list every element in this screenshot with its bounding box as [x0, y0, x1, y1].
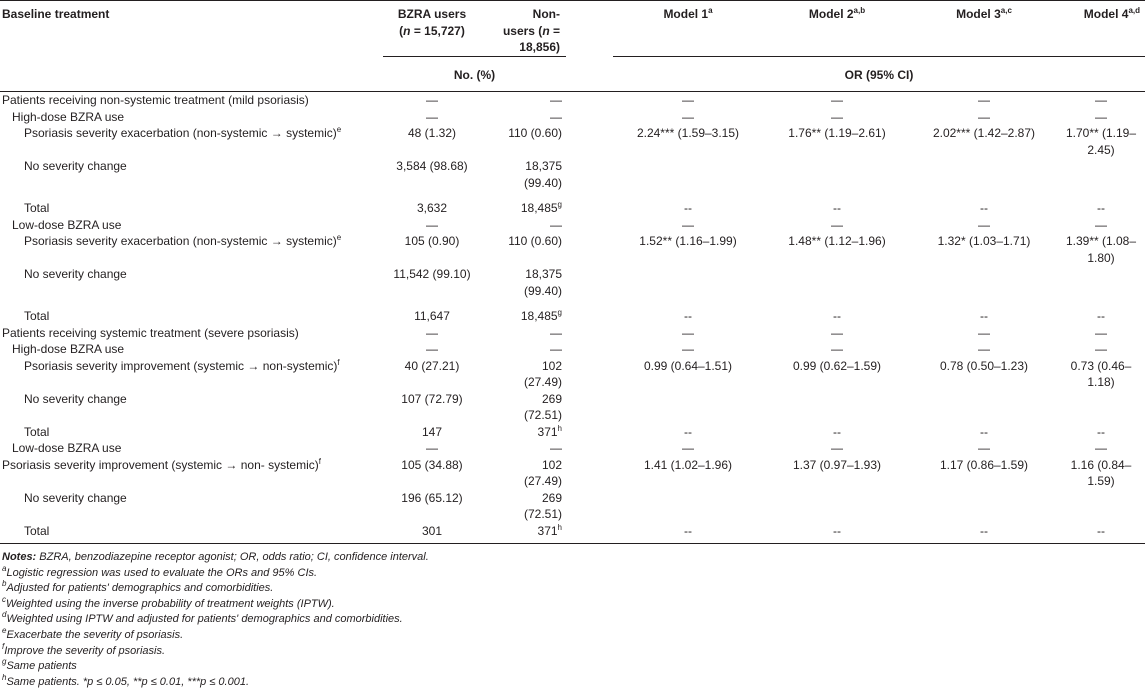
header-model-1-label: Model 1: [663, 7, 709, 21]
row-label-text: Total: [24, 424, 50, 439]
model-2-cell: —: [831, 342, 843, 356]
spacer-cell: [566, 217, 613, 234]
model-3-cell: --: [980, 201, 988, 215]
non-users-cell: [481, 424, 566, 441]
model-4-cell: —: [1095, 217, 1107, 232]
row-label: [0, 325, 383, 342]
spacer-cell: [566, 92, 613, 109]
model-1-cell: —: [682, 441, 694, 455]
row-label: [0, 424, 383, 441]
model-2-cell: --: [833, 424, 841, 439]
model-3-cell: 2.02*** (1.42–2.87): [932, 126, 1036, 140]
subheader-or-ci: OR (95% CI): [613, 56, 1145, 92]
model-2-cell: —: [831, 109, 843, 124]
row-label-text: No severity change: [24, 391, 127, 406]
header-model-2-label: Model 2: [808, 7, 854, 21]
non-users-value: 110 (0.60): [508, 126, 562, 140]
model-4-cell: [1057, 158, 1145, 191]
footnote-mark: a: [2, 563, 7, 573]
header-model-4-label: Model 4: [1083, 7, 1129, 21]
footnote-mark: f: [2, 641, 5, 651]
bzra-users-cell: 3,584 (98.68): [396, 159, 468, 173]
table-row: [0, 125, 1145, 158]
non-users-cell: [481, 341, 566, 358]
table-body: [0, 92, 1145, 544]
model-2-cell: --: [833, 309, 841, 323]
non-users-value: 371: [537, 424, 558, 439]
bzra-users-cell: 107 (72.79): [401, 391, 463, 406]
non-users-cell: [481, 125, 566, 158]
table-row: [0, 391, 1145, 424]
model-1-cell: —: [682, 342, 694, 356]
model-3-cell: [911, 391, 1057, 424]
bzra-users-cell: —: [426, 93, 438, 107]
model-3-cell: [911, 266, 1057, 299]
row-label-sup: e: [336, 125, 342, 134]
model-4-cell: 0.73 (0.46–1.18): [1070, 358, 1132, 389]
non-users-sup: h: [557, 522, 562, 532]
spacer-cell: [566, 233, 613, 266]
row-label: [0, 523, 383, 544]
footnote: [2, 659, 1145, 675]
row-label: [0, 266, 383, 299]
footnote-text: Exacerbate the severity of psoriasis.: [6, 628, 184, 641]
spacer-cell: [566, 391, 613, 424]
non-users-percent: (72.51): [523, 507, 562, 521]
model-2-cell: 0.99 (0.62–1.59): [792, 358, 882, 373]
header-model-3-label: Model 3: [956, 7, 1001, 21]
footnote-list: [2, 563, 1145, 690]
row-label: [0, 233, 383, 266]
header-model-3-sup: a,c: [1000, 6, 1012, 15]
table-row: [0, 109, 1145, 126]
model-3-cell: —: [978, 217, 990, 232]
model-2-cell: 1.48** (1.12–1.96): [788, 234, 886, 248]
row-label: [0, 358, 383, 391]
row-label-text: No severity change: [24, 490, 127, 505]
spacer-cell: [566, 125, 613, 158]
row-label: [0, 158, 383, 191]
non-users-value: 18,375: [525, 267, 562, 281]
footnote-text: Adjusted for patients' demographics and comorbidities.: [6, 582, 274, 595]
non-users-cell: [481, 457, 566, 490]
non-users-value: —: [550, 441, 562, 455]
header-model-2-sup: a,b: [853, 6, 866, 15]
spacer-cell: [566, 457, 613, 490]
footnote-mark: d: [2, 610, 7, 620]
model-1-cell: --: [613, 523, 763, 544]
model-1-cell: 1.52** (1.16–1.99): [639, 234, 737, 248]
header-bzra-users: BZRA users (n = 15,727): [383, 1, 481, 57]
table-row: [0, 217, 1145, 234]
row-label-text: Total: [24, 309, 50, 323]
bzra-users-cell: 105 (34.88): [401, 457, 463, 472]
table-row: [0, 523, 1145, 544]
header-model-1-sup: a: [708, 6, 713, 15]
non-users-sup: g: [557, 200, 562, 209]
spacer-cell: [566, 191, 613, 217]
non-users-value: 371: [537, 523, 558, 538]
bzra-users-cell: —: [426, 325, 438, 340]
model-3-cell: --: [980, 309, 988, 323]
bzra-users-cell: 11,647: [414, 309, 450, 323]
model-3-cell: —: [978, 441, 990, 455]
header-non-users-eq: =: [549, 23, 560, 38]
model-2-cell: [763, 490, 911, 523]
bzra-users-cell: —: [426, 441, 438, 455]
row-label: [0, 341, 383, 358]
table-row: [0, 358, 1145, 391]
bzra-users-cell: —: [426, 342, 438, 356]
non-users-cell: [481, 523, 566, 544]
model-4-cell: —: [1095, 93, 1107, 107]
spacer-cell: [566, 109, 613, 126]
non-users-cell: [481, 266, 566, 299]
row-label: [0, 299, 383, 325]
table-notes: [0, 550, 1145, 690]
header-row: [0, 1, 1145, 57]
model-4-cell: [1057, 391, 1145, 424]
model-2-cell: 1.76** (1.19–2.61): [788, 126, 886, 140]
spacer-cell: [566, 325, 613, 342]
model-3-cell: [911, 158, 1057, 191]
model-4-cell: 1.39** (1.08–1.80): [1065, 234, 1137, 265]
model-3-cell: 1.17 (0.86–1.59): [939, 457, 1029, 472]
non-users-value: 102: [541, 358, 562, 373]
row-label: [0, 440, 383, 457]
non-users-cell: [481, 217, 566, 234]
model-2-cell: --: [763, 523, 911, 544]
table-row: [0, 299, 1145, 325]
row-label-text: Patients receiving non-systemic treatment (mild psoriasis): [2, 93, 309, 107]
non-users-cell: [481, 299, 566, 325]
table-row: [0, 457, 1145, 490]
non-users-value: 269: [541, 391, 562, 406]
non-users-value: —: [550, 93, 562, 107]
row-label-text: Total: [24, 201, 50, 215]
non-users-cell: [481, 490, 566, 523]
non-users-cell: [481, 233, 566, 266]
header-bzra-users-count: = 15,727): [413, 23, 465, 38]
model-1-cell: 1.41 (1.02–1.96): [643, 457, 733, 472]
non-users-percent: (99.40): [523, 283, 562, 298]
model-4-cell: --: [1057, 523, 1145, 544]
model-1-cell: [613, 391, 763, 424]
bzra-users-cell: 105 (0.90): [404, 234, 460, 248]
model-2-cell: [763, 266, 911, 299]
footnote: [2, 594, 1145, 613]
model-4-cell: [1057, 266, 1145, 299]
model-1-cell: --: [684, 201, 692, 215]
header-bzra-users-n: n: [403, 23, 411, 38]
subheader-no-percent: No. (%): [383, 56, 566, 92]
spacer-cell: [566, 440, 613, 457]
model-4-cell: —: [1095, 441, 1107, 455]
model-4-cell: 1.16 (0.84–1.59): [1070, 457, 1132, 488]
non-users-value: 18,485: [520, 201, 558, 215]
header-model-4-sup: a,d: [1128, 6, 1140, 15]
footnote-text: Logistic regression was used to evaluate the ORs and 95% CIs.: [6, 566, 318, 579]
model-2-cell: —: [831, 93, 843, 107]
row-label: [0, 217, 383, 234]
spacer-cell: [566, 490, 613, 523]
non-users-percent: (99.40): [523, 175, 562, 190]
model-3-cell: 1.32* (1.03–1.71): [937, 234, 1031, 248]
row-label-text: No severity change: [24, 267, 127, 281]
footnote-mark: e: [2, 625, 7, 635]
model-1-cell: 0.99 (0.64–1.51): [643, 358, 733, 373]
row-label-sup: f: [318, 456, 321, 466]
spacer-cell: [566, 424, 613, 441]
row-label-text: Psoriasis severity exacerbation (non-systemic → systemic): [24, 234, 337, 248]
model-2-cell: 1.37 (0.97–1.93): [792, 457, 882, 472]
model-4-cell: 1.70** (1.19–2.45): [1065, 126, 1137, 157]
row-label-text: Total: [24, 523, 50, 538]
spacer-cell: [566, 341, 613, 358]
notes-label: Notes:: [2, 551, 37, 563]
notes-line: [2, 550, 1145, 566]
model-4-cell: --: [1097, 309, 1105, 323]
header-bzra-users-line1: BZRA users: [397, 7, 467, 21]
footnote: [2, 612, 1145, 628]
non-users-cell: [481, 92, 566, 109]
bzra-users-cell: 196 (65.12): [401, 490, 463, 505]
table-row: [0, 490, 1145, 523]
non-users-sup: g: [557, 308, 562, 317]
table-row: [0, 92, 1145, 109]
bzra-users-cell: 301: [383, 523, 481, 544]
model-4-cell: --: [1097, 424, 1105, 439]
header-non-users-count: 18,856): [519, 40, 560, 54]
row-label-sup: e: [336, 233, 342, 242]
row-label-text: Psoriasis severity improvement (systemic → non-systemic): [24, 358, 338, 373]
footnote-mark: h: [2, 672, 7, 682]
model-4-cell: —: [1095, 342, 1107, 356]
spacer-cell: [566, 523, 613, 544]
footnote-text: Improve the severity of psoriasis.: [4, 644, 166, 657]
model-1-cell: [613, 158, 763, 191]
footnote: [2, 581, 1145, 597]
row-label: [0, 191, 383, 217]
bzra-users-cell: 48 (1.32): [407, 126, 457, 140]
model-1-cell: --: [684, 309, 692, 323]
row-label-sup: f: [337, 357, 340, 367]
table-row: [0, 341, 1145, 358]
row-label-text: Low-dose BZRA use: [12, 441, 122, 455]
model-3-cell: —: [978, 342, 990, 356]
table-row: [0, 325, 1145, 342]
table-row: [0, 424, 1145, 441]
model-3-cell: 0.78 (0.50–1.23): [939, 358, 1029, 373]
row-label-text: Patients receiving systemic treatment (severe psoriasis): [2, 325, 299, 340]
model-3-cell: --: [980, 424, 988, 439]
model-3-cell: —: [978, 93, 990, 107]
footnote: [2, 563, 1145, 582]
footnote: [2, 672, 1145, 690]
footnote-mark: g: [2, 657, 7, 667]
non-users-value: 18,375: [525, 159, 562, 173]
model-4-cell: —: [1095, 325, 1107, 340]
model-1-cell: [613, 266, 763, 299]
subheader-row: [0, 56, 1145, 92]
non-users-cell: [481, 325, 566, 342]
model-1-cell: —: [682, 93, 694, 107]
row-label: [0, 92, 383, 109]
non-users-percent: (27.49): [523, 375, 562, 389]
model-2-cell: —: [831, 441, 843, 455]
model-1-cell: [613, 490, 763, 523]
row-label-text: High-dose BZRA use: [12, 109, 125, 124]
table-row: [0, 440, 1145, 457]
non-users-cell: [481, 358, 566, 391]
model-3-cell: [911, 490, 1057, 523]
notes-text: BZRA, benzodiazepine receptor agonist; OR, odds ratio; CI, confidence interval.: [36, 551, 429, 563]
table-row: [0, 158, 1145, 191]
non-users-value: 110 (0.60): [508, 234, 562, 248]
model-1-cell: —: [682, 109, 694, 124]
bzra-users-cell: 147: [421, 424, 443, 439]
header-model-2: [763, 1, 911, 57]
row-label-text: Low-dose BZRA use: [12, 217, 122, 232]
model-3-cell: —: [978, 109, 990, 124]
footnote: [2, 625, 1145, 644]
spacer-cell: [566, 266, 613, 299]
model-2-cell: —: [831, 325, 843, 340]
row-label: [0, 109, 383, 126]
non-users-value: 102: [541, 457, 562, 472]
spacer-cell: [566, 358, 613, 391]
footnote-text: Weighted using the inverse probability of treatment weights (IPTW).: [6, 597, 335, 610]
non-users-sup: h: [557, 423, 562, 433]
model-1-cell: —: [682, 217, 694, 232]
row-label-text: Psoriasis severity improvement (systemic → non- systemic): [2, 457, 319, 472]
bzra-users-cell: —: [426, 109, 438, 124]
non-users-value: —: [550, 325, 562, 340]
spacer-cell: [566, 158, 613, 191]
row-label: [0, 125, 383, 158]
header-non-users-line1: Non-: [532, 7, 560, 21]
model-4-cell: —: [1095, 109, 1107, 124]
row-label: [0, 490, 383, 523]
header-model-4: [1057, 1, 1145, 57]
non-users-cell: [481, 440, 566, 457]
non-users-cell: [481, 391, 566, 424]
model-2-cell: [763, 158, 911, 191]
header-non-users-n: n: [542, 23, 550, 38]
model-2-cell: —: [831, 217, 843, 232]
header-baseline-treatment: Baseline treatment: [0, 1, 383, 57]
model-1-cell: --: [684, 424, 692, 439]
row-label: [0, 457, 383, 490]
model-2-cell: --: [833, 201, 841, 215]
table-row: [0, 233, 1145, 266]
footnote: [2, 641, 1145, 660]
non-users-value: 269: [541, 490, 562, 505]
header-model-3: [911, 1, 1057, 57]
non-users-value: —: [550, 217, 562, 232]
footnote-mark: b: [2, 579, 7, 589]
non-users-cell: [481, 158, 566, 191]
bzra-users-cell: —: [426, 217, 438, 232]
non-users-cell: [481, 109, 566, 126]
header-model-1: [613, 1, 763, 57]
non-users-percent: (72.51): [523, 408, 562, 422]
non-users-cell: [481, 191, 566, 217]
row-label-text: No severity change: [24, 159, 127, 173]
header-non-users: [481, 1, 566, 57]
bzra-users-cell: 11,542 (99.10): [393, 267, 471, 281]
non-users-value: —: [550, 342, 562, 356]
non-users-percent: (27.49): [523, 474, 562, 488]
non-users-value: 18,485: [520, 309, 558, 323]
footnote-mark: c: [2, 594, 6, 604]
row-label-text: High-dose BZRA use: [12, 342, 125, 356]
row-label: [0, 391, 383, 424]
row-label-text: Psoriasis severity exacerbation (non-systemic → systemic): [24, 126, 337, 140]
footnote-text: Weighted using IPTW and adjusted for patients' demographics and comorbidities.: [6, 613, 403, 626]
header-non-users-line2: users (: [502, 23, 543, 38]
model-1-cell: —: [682, 325, 694, 340]
model-3-cell: —: [978, 325, 990, 340]
footnote-text: Same patients: [6, 660, 77, 673]
non-users-value: —: [550, 109, 562, 124]
footnote-text: Same patients. *p ≤ 0.05, **p ≤ 0.01, ***p ≤ 0.001.: [6, 675, 249, 688]
table-row: [0, 191, 1145, 217]
spacer-cell: [566, 299, 613, 325]
bzra-users-cell: 40 (27.21): [404, 358, 460, 373]
model-4-cell: --: [1097, 201, 1105, 215]
model-1-cell: 2.24*** (1.59–3.15): [636, 126, 740, 140]
model-3-cell: --: [911, 523, 1057, 544]
model-4-cell: [1057, 490, 1145, 523]
table-row: [0, 266, 1145, 299]
model-2-cell: [763, 391, 911, 424]
bzra-users-cell: 3,632: [416, 201, 448, 215]
